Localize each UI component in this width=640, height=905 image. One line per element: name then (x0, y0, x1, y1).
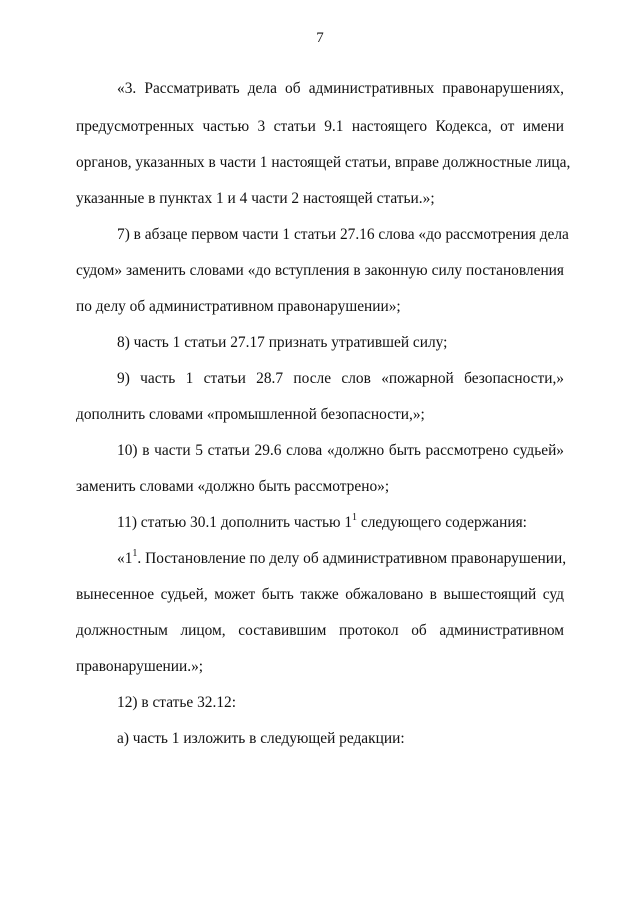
paragraph-9-line-1: а) часть 1 изложить в следующей редакции: (117, 730, 405, 747)
paragraph-7-text-after: . Постановление по делу об административном правонарушении, (137, 550, 567, 567)
paragraph-8-line-1: 12) в статье 32.12: (117, 694, 236, 711)
superscript-one: 1 (132, 547, 138, 559)
paragraph-4-line-2: дополнить словами «промышленной безопасности,»; (76, 406, 425, 423)
page-number: 7 (316, 30, 324, 46)
paragraph-7-text-before: «1 (117, 550, 133, 567)
paragraph-1-line-1: «3. Рассматривать дела об административных правонарушениях, (117, 80, 564, 97)
paragraph-1-line-4: указанные в пунктах 1 и 4 части 2 настоящей статьи.»; (76, 190, 435, 207)
paragraph-6-text-before: 11) статью 30.1 дополнить частью 1 (117, 514, 353, 531)
paragraph-7-line-4: правонарушении.»; (76, 658, 204, 675)
paragraph-7-line-3: должностным лицом, составившим протокол об административном (76, 622, 564, 639)
paragraph-2-line-1: 7) в абзаце первом части 1 статьи 27.16 слова «до рассмотрения дела (117, 226, 569, 243)
superscript-one: 1 (352, 511, 358, 523)
paragraph-2-line-2: судом» заменить словами «до вступления в законную силу постановления (76, 262, 564, 279)
paragraph-1-line-2: предусмотренных частью 3 статьи 9.1 настоящего Кодекса, от имени (76, 118, 564, 135)
paragraph-1-line-3: органов, указанных в части 1 настоящей статьи, вправе должностные лица, (76, 154, 571, 171)
paragraph-5-line-1: 10) в части 5 статьи 29.6 слова «должно быть рассмотрено судьей» (117, 442, 564, 459)
paragraph-7-line-1 (117, 547, 567, 568)
paragraph-2-line-3: по делу об административном правонарушении»; (76, 298, 401, 315)
paragraph-7-line-2: вынесенное судьей, может быть также обжаловано в вышестоящий суд (76, 586, 564, 603)
paragraph-6-text-after: следующего содержания: (357, 514, 527, 531)
paragraph-3-line-1: 8) часть 1 статьи 27.17 признать утратившей силу; (117, 334, 448, 351)
paragraph-6-line-1 (117, 511, 527, 532)
paragraph-4-line-1: 9) часть 1 статьи 28.7 после слов «пожарной безопасности,» (117, 370, 564, 387)
paragraph-5-line-2: заменить словами «должно быть рассмотрено»; (76, 478, 390, 495)
